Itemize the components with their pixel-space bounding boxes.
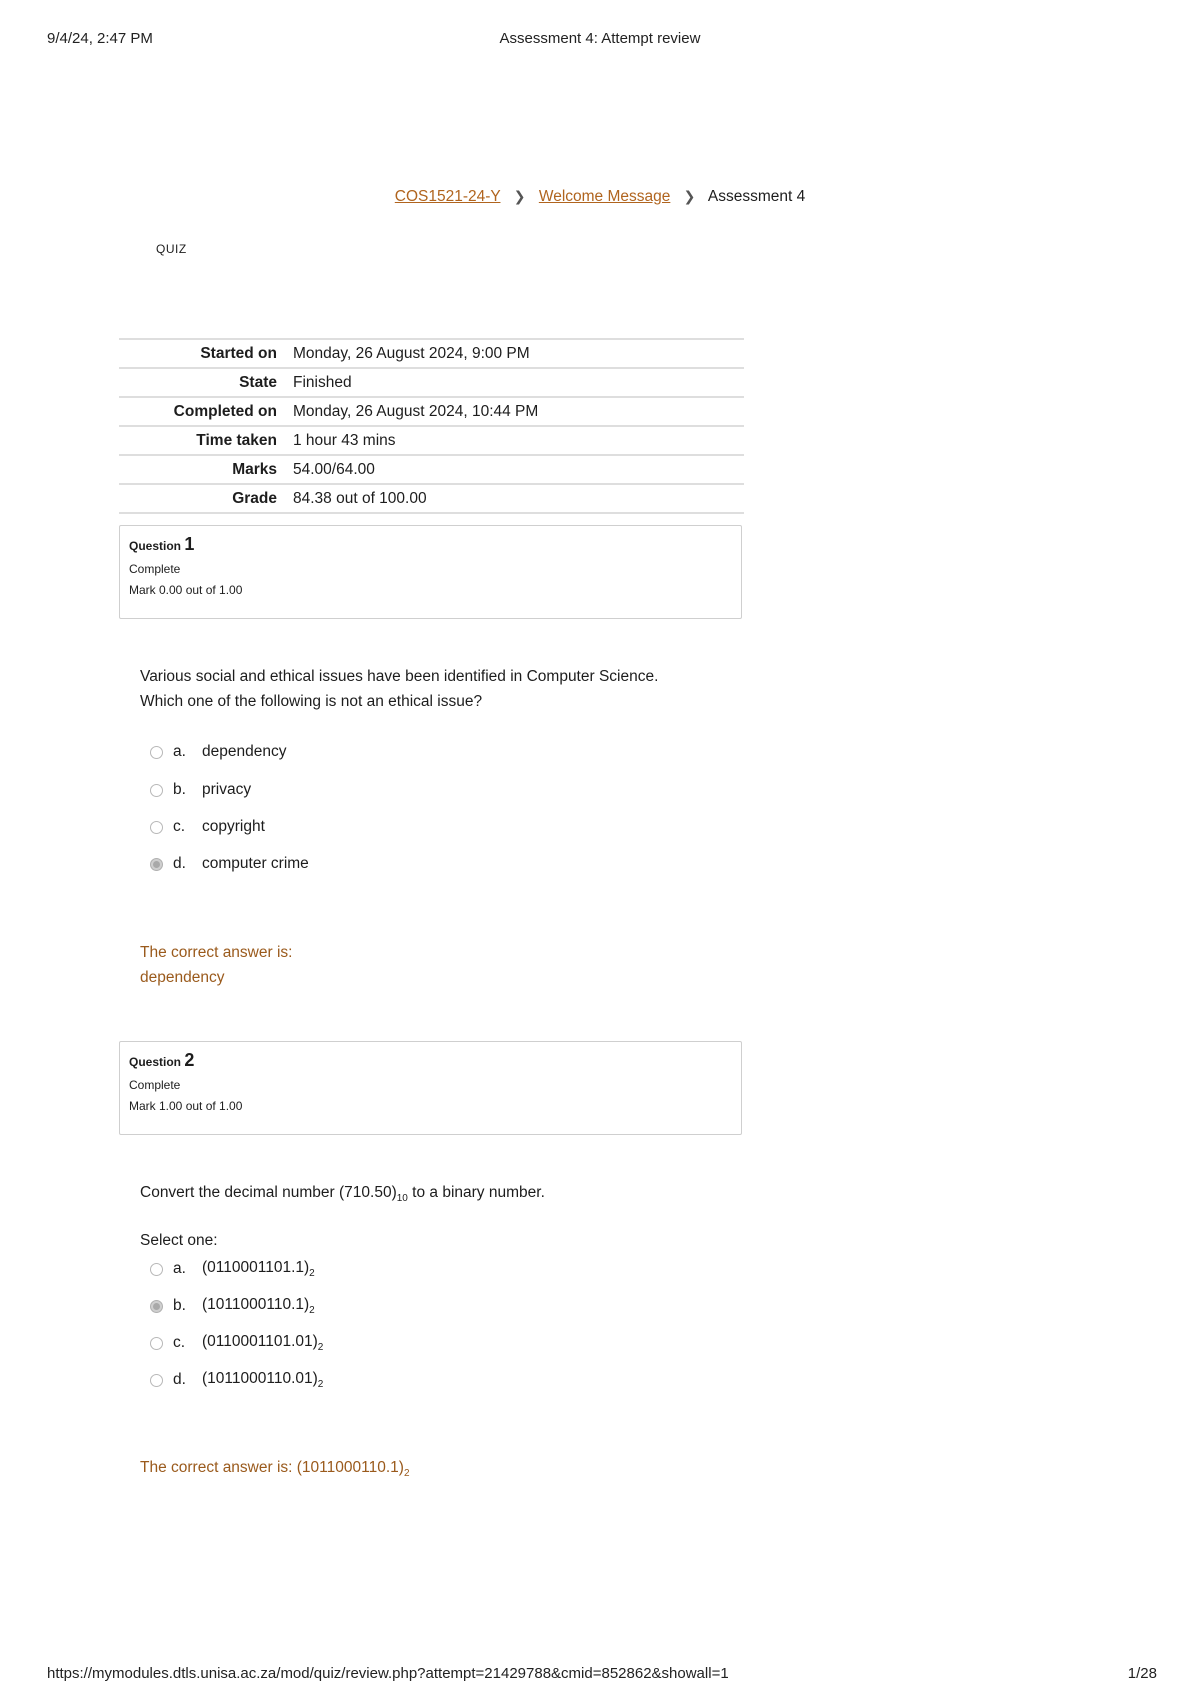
- question-mark: Mark 0.00 out of 1.00: [129, 583, 243, 597]
- radio-button[interactable]: [150, 1337, 163, 1350]
- select-one-label: Select one:: [140, 1232, 218, 1249]
- summary-label: Completed on: [173, 402, 277, 420]
- answer-option[interactable]: [150, 852, 309, 876]
- summary-row: [119, 484, 744, 513]
- question-word: Question: [129, 539, 182, 553]
- question-number: [129, 534, 732, 555]
- attempt-summary-table: [119, 338, 744, 514]
- option-letter: c.: [173, 1334, 186, 1351]
- option-text: computer crime: [202, 855, 309, 872]
- question-1-text: [140, 664, 658, 714]
- question-2-info: [119, 1041, 742, 1135]
- summary-label: Grade: [232, 489, 277, 507]
- option-letter: a.: [173, 1260, 186, 1277]
- option-letter: d.: [173, 1371, 186, 1388]
- summary-label: Time taken: [196, 431, 277, 449]
- summary-value: Finished: [293, 373, 352, 391]
- question-number: [129, 1050, 732, 1071]
- print-url: https://mymodules.dtls.unisa.ac.za/mod/quiz/review.php?attempt=21429788&cmid=852862&showall=1: [47, 1665, 729, 1682]
- feedback-line: dependency: [140, 969, 225, 986]
- print-title: Assessment 4: Attempt review: [499, 30, 701, 47]
- summary-row: [119, 368, 744, 397]
- option-text: $(0110001101.01)_2$: [202, 1332, 324, 1354]
- chevron-right-icon: ❯: [683, 188, 696, 204]
- question-state: Complete: [129, 562, 181, 576]
- question-word: Question: [129, 1055, 182, 1069]
- question-1-info: [119, 525, 742, 619]
- option-letter: d.: [173, 855, 186, 872]
- question-text-line: Which one of the following is not an ethical issue?: [140, 693, 483, 710]
- breadcrumb: [0, 188, 1200, 206]
- breadcrumb-current: Assessment 4: [707, 188, 806, 205]
- option-text: $(1011000110.01)_2$: [202, 1369, 324, 1391]
- summary-label: Started on: [200, 344, 277, 362]
- summary-value: 54.00/64.00: [293, 460, 375, 478]
- chevron-right-icon: ❯: [513, 188, 526, 204]
- question-1-feedback: [140, 940, 292, 990]
- print-datetime: 9/4/24, 2:47 PM: [47, 30, 153, 47]
- option-letter: c.: [173, 818, 186, 835]
- page-number: 1/28: [1127, 1665, 1157, 1682]
- option-letter: b.: [173, 1297, 186, 1314]
- activity-type-label: QUIZ: [156, 242, 187, 256]
- question-mark: Mark 1.00 out of 1.00: [129, 1099, 243, 1113]
- question-2-feedback: The correct answer is: $(1011000110.1)_2$: [140, 1459, 410, 1480]
- answer-option[interactable]: [150, 1257, 315, 1281]
- answer-option[interactable]: [150, 740, 286, 764]
- radio-button[interactable]: [150, 1374, 163, 1387]
- question-state: Complete: [129, 1078, 181, 1092]
- summary-row: [119, 426, 744, 455]
- summary-row: [119, 455, 744, 484]
- option-letter: b.: [173, 781, 186, 798]
- radio-button[interactable]: [150, 784, 163, 797]
- answer-option[interactable]: [150, 1368, 323, 1392]
- answer-option[interactable]: [150, 1331, 323, 1355]
- radio-button[interactable]: [150, 1263, 163, 1276]
- question-text-line: Various social and ethical issues have been identified in Computer Science.: [140, 668, 659, 685]
- option-letter: a.: [173, 743, 186, 760]
- answer-option[interactable]: [150, 1294, 315, 1318]
- summary-row: [119, 339, 744, 368]
- radio-button[interactable]: [150, 746, 163, 759]
- answer-option[interactable]: [150, 815, 265, 839]
- breadcrumb-section-link[interactable]: Welcome Message: [538, 188, 671, 205]
- option-text: privacy: [202, 781, 252, 798]
- summary-value: Monday, 26 August 2024, 10:44 PM: [293, 402, 539, 420]
- answer-option[interactable]: [150, 778, 251, 802]
- feedback-line: The correct answer is:: [140, 944, 293, 961]
- question-number-value: 1: [184, 534, 195, 554]
- summary-row: [119, 397, 744, 426]
- summary-label: State: [239, 373, 277, 391]
- option-text: copyright: [202, 818, 265, 835]
- breadcrumb-course-link[interactable]: COS1521-24-Y: [394, 188, 501, 205]
- question-number-value: 2: [184, 1050, 195, 1070]
- summary-value: 1 hour 43 mins: [293, 431, 396, 449]
- radio-button-selected[interactable]: [150, 858, 163, 871]
- question-2-text: Convert the decimal number $(710.50)_{10}$ to a binary number.: [140, 1184, 545, 1205]
- summary-value: Monday, 26 August 2024, 9:00 PM: [293, 344, 530, 362]
- option-text: $(1011000110.1)_2$: [202, 1295, 315, 1317]
- radio-button-selected[interactable]: [150, 1300, 163, 1313]
- radio-button[interactable]: [150, 821, 163, 834]
- option-text: dependency: [202, 743, 287, 760]
- summary-value: 84.38 out of 100.00: [293, 489, 427, 507]
- summary-label: Marks: [232, 460, 277, 478]
- option-text: $(0110001101.1)_2$: [202, 1258, 315, 1280]
